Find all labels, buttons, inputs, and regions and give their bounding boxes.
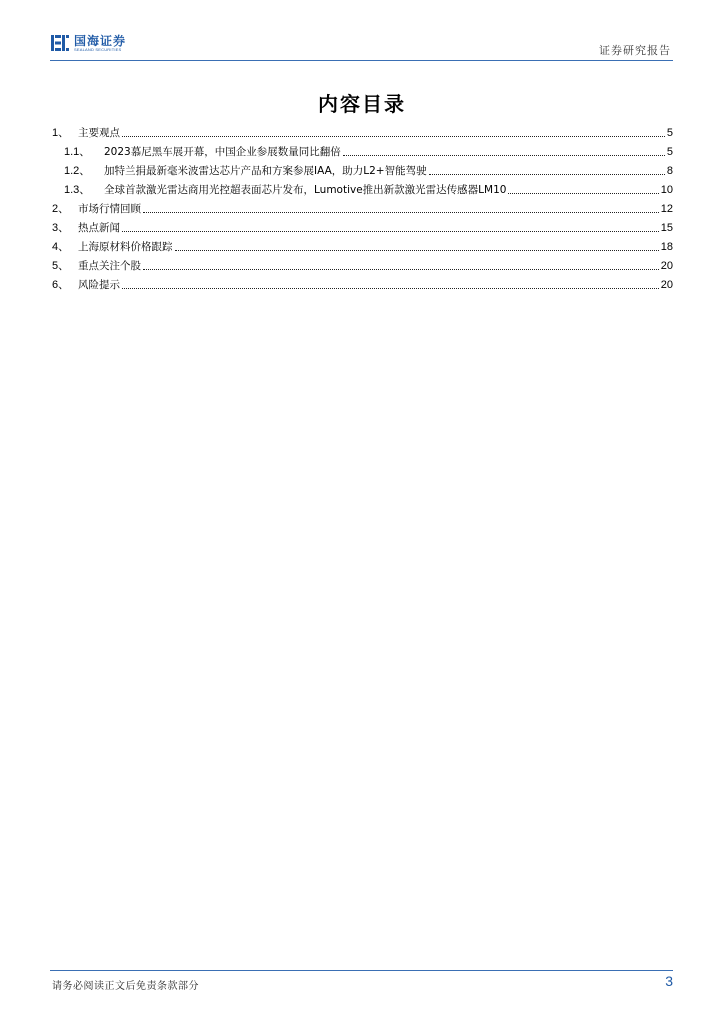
toc-entry-page: 18 xyxy=(660,241,673,253)
toc-entry-page: 5 xyxy=(666,127,673,139)
toc-entry-number: 4、 xyxy=(52,241,70,253)
dot-leader xyxy=(143,211,659,213)
disclaimer-note: 请务必阅读正文后免责条款部分 xyxy=(52,981,199,992)
toc-entry-title: 上海原材料价格跟踪 xyxy=(78,241,173,253)
toc-entry-number: 3、 xyxy=(52,222,70,234)
toc-entry-page: 15 xyxy=(660,222,673,234)
toc-entry-page: 5 xyxy=(666,146,673,158)
report-type-label: 证券研究报告 xyxy=(599,44,671,57)
toc-entry-title: 风险提示 xyxy=(78,279,120,291)
toc-entry-number: 1.3、 xyxy=(64,184,91,196)
toc-entry-page: 20 xyxy=(660,279,673,291)
toc-entry-title: 市场行情回顾 xyxy=(78,203,141,215)
toc-entry-title: 重点关注个股 xyxy=(78,260,141,272)
toc-entry[interactable] xyxy=(52,216,673,235)
toc-entry-title: 加特兰捐最新毫米波雷达芯片产品和方案参展IAA，助力L2+智能驾驶 xyxy=(104,165,427,177)
dot-leader xyxy=(508,192,658,194)
toc-entry[interactable] xyxy=(52,140,673,159)
toc-entry-number: 1、 xyxy=(52,127,70,139)
toc-entry-number: 1.2、 xyxy=(64,165,91,177)
toc-entry-title: 2023慕尼黑车展开幕，中国企业参展数量同比翻倍 xyxy=(104,146,341,158)
toc-entry[interactable] xyxy=(52,121,673,140)
page-number: 3 xyxy=(665,973,673,989)
toc-entry-title: 主要观点 xyxy=(78,127,120,139)
dot-leader xyxy=(122,230,659,232)
logo-english-name: SEALAND SECURITIES xyxy=(74,46,122,52)
page-header xyxy=(50,30,673,61)
dot-leader xyxy=(143,268,659,270)
toc-entry-page: 10 xyxy=(660,184,673,196)
page-footer xyxy=(50,970,673,1001)
toc-entry[interactable] xyxy=(52,273,673,292)
sealand-logo-icon xyxy=(50,33,70,53)
toc-entry-number: 5、 xyxy=(52,260,70,272)
toc-entry-number: 1.1、 xyxy=(64,146,91,158)
dot-leader xyxy=(175,249,659,251)
dot-leader xyxy=(429,173,665,175)
dot-leader xyxy=(122,287,659,289)
table-of-contents xyxy=(52,121,673,292)
toc-entry[interactable] xyxy=(52,178,673,197)
toc-entry[interactable] xyxy=(52,197,673,216)
toc-entry-number: 2、 xyxy=(52,203,70,215)
toc-entry[interactable] xyxy=(52,159,673,178)
toc-entry-page: 20 xyxy=(660,260,673,272)
toc-entry-title: 全球首款激光雷达商用光控超表面芯片发布，Lumotive推出新款激光雷达传感器LM10 xyxy=(104,184,507,196)
toc-entry-title: 热点新闻 xyxy=(78,222,120,234)
toc-title: 内容目录 xyxy=(318,92,406,116)
toc-entry-page: 12 xyxy=(660,203,673,215)
dot-leader xyxy=(343,154,665,156)
toc-entry[interactable] xyxy=(52,235,673,254)
toc-entry-number: 6、 xyxy=(52,279,70,291)
logo-chinese-name: 国海证券 xyxy=(74,33,127,48)
toc-entry-page: 8 xyxy=(666,165,673,177)
dot-leader xyxy=(122,135,665,137)
company-logo xyxy=(50,32,126,54)
toc-entry[interactable] xyxy=(52,254,673,273)
